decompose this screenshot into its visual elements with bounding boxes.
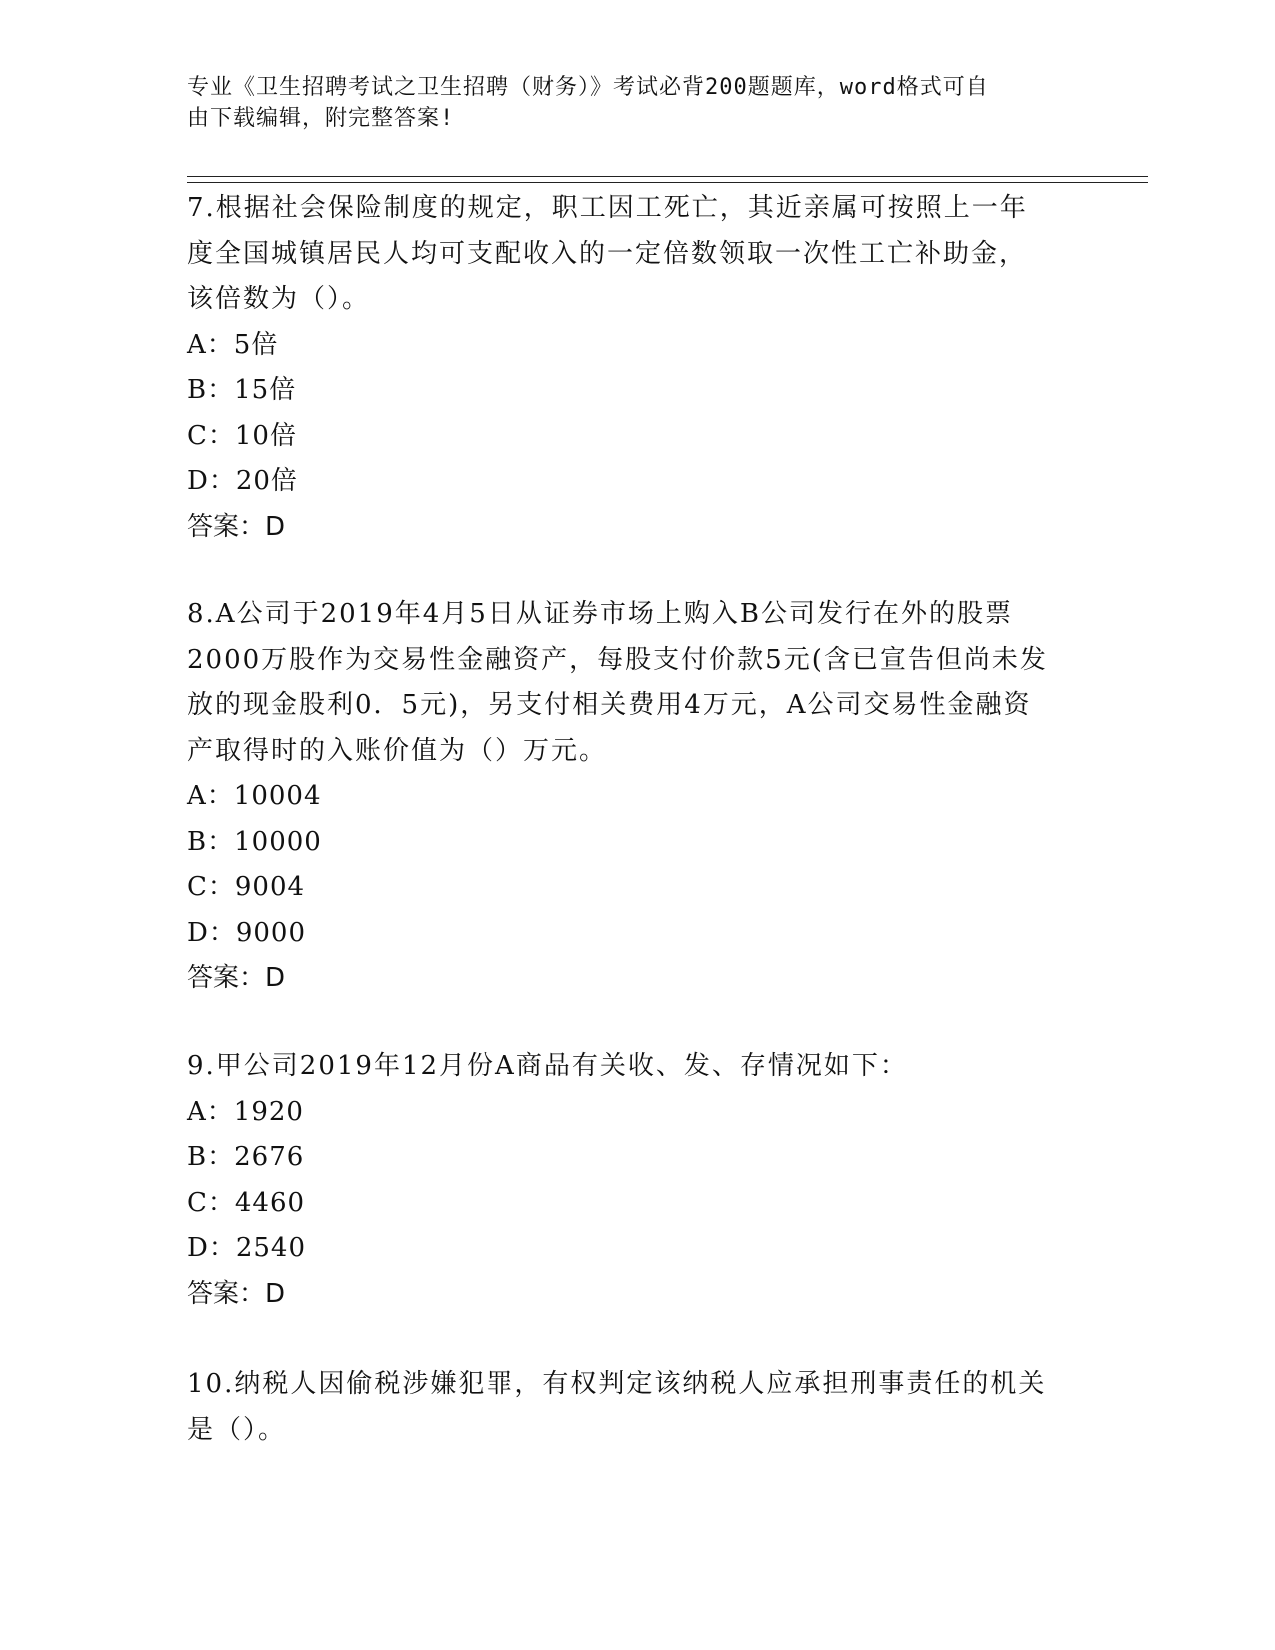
question-8	[187, 592, 1087, 1002]
stem-line: 7.根据社会保险制度的规定，职工因工死亡，其近亲属可按照上一年	[187, 193, 1028, 223]
stem-line: 产取得时的入账价值为（）万元。	[187, 735, 608, 766]
question-7	[187, 186, 1087, 550]
header-divider-top	[187, 176, 1148, 177]
stem-line: 该倍数为（）。	[187, 284, 371, 314]
option-b: B：2676	[187, 1142, 305, 1172]
stem-line: 是（）。	[187, 1414, 287, 1445]
stem-line: 10.纳税人因偷税涉嫌犯罪，有权判定该纳税人应承担刑事责任的机关	[187, 1369, 1047, 1399]
option-a: A：1920	[187, 1096, 304, 1127]
option-c: C：10倍	[187, 420, 297, 451]
option-b: B：10000	[187, 826, 322, 857]
question-stem	[187, 186, 1087, 323]
answer: 答案：D	[187, 963, 286, 993]
option-d: D：9000	[187, 917, 307, 948]
option-d: D：20倍	[187, 466, 298, 496]
stem-line: 2000万股作为交易性金融资产，每股支付价款5元(含已宣告但尚未发	[187, 644, 1048, 675]
header-line-2: 由下载编辑，附完整答案!	[187, 106, 455, 131]
option-a: A：5倍	[187, 329, 279, 360]
answer: 答案：D	[187, 511, 286, 542]
question-stem	[187, 1044, 1087, 1090]
header-line-1: 专业《卫生招聘考试之卫生招聘（财务）》考试必背200题题库，word格式可自	[187, 75, 989, 100]
header-divider-bottom	[187, 182, 1148, 183]
option-c: C：4460	[187, 1187, 306, 1218]
question-stem	[187, 592, 1087, 774]
option-a: A：10004	[187, 781, 322, 811]
stem-line: 度全国城镇居民人均可支配收入的一定倍数领取一次性工亡补助金，	[187, 238, 1028, 269]
stem-line: 9.甲公司2019年12月份A商品有关收、发、存情况如下：	[187, 1051, 908, 1081]
document-header	[187, 72, 1087, 134]
question-stem	[187, 1362, 1087, 1453]
question-10	[187, 1362, 1087, 1453]
stem-line: 放的现金股利0．5元)，另支付相关费用4万元，A公司交易性金融资	[187, 690, 1032, 720]
option-c: C：9004	[187, 872, 306, 902]
stem-line: 8.A公司于2019年4月5日从证券市场上购入B公司发行在外的股票	[187, 599, 1013, 629]
option-b: B：15倍	[187, 375, 297, 405]
option-d: D：2540	[187, 1233, 307, 1263]
answer: 答案：D	[187, 1278, 286, 1309]
question-9	[187, 1044, 1087, 1317]
